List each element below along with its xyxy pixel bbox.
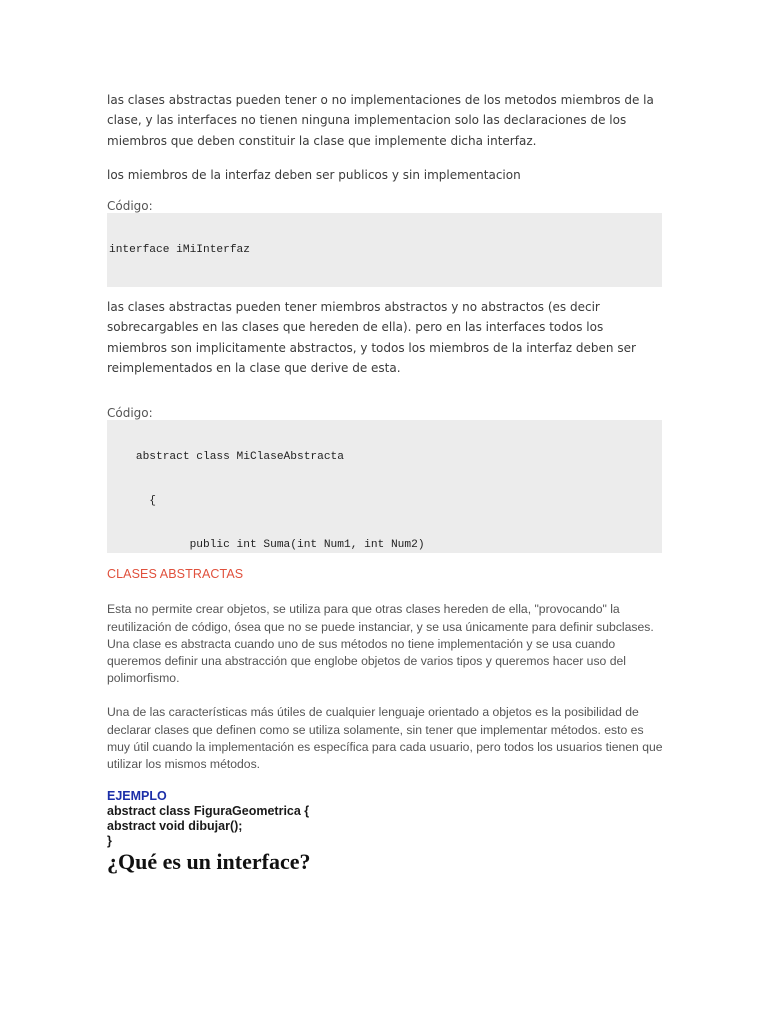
clases-paragraph-2: Una clase es abstracta cuando uno de sus métodos no tiene implementación y se usa cuando queremos definir una abstracción que englobe objetos de varios tipos y queremos hacer uso del polimorfismo. [107, 636, 626, 686]
code-line: abstract class MiClaseAbstracta [109, 450, 344, 463]
code-block-abstract-class [107, 420, 662, 553]
code-label-1: Código: [107, 199, 153, 214]
code-line: interface iMiInterfaz [109, 243, 250, 256]
clases-paragraph-1: Esta no permite crear objetos, se utiliza para que otras clases hereden de ella, "provocando" la reutilización de código, ósea que no se puede instanciar, y se usa únicamente para definir subclases. [107, 602, 654, 634]
interface-heading: ¿Qué es un interface? [107, 849, 311, 875]
clases-paragraph-3: Una de las características más útiles de cualquier lenguaje orientado a objetos es la posibilidad de declarar clases que definen como se utiliza solamente, sin tener que implementar métodos. esto es muy útil cuando la implementación es específica para cada usuario, pero todos los usuarios tienen que utilizar los mismos métodos. [107, 705, 663, 771]
ejemplo-code-line: abstract void dibujar(); [107, 819, 243, 834]
intro-paragraph-2: los miembros de la interfaz deben ser publicos y sin implementacion [107, 167, 521, 182]
code-block-interface [107, 213, 662, 287]
clases-abstractas-heading: CLASES ABSTRACTAS [107, 567, 244, 582]
middle-paragraph: las clases abstractas pueden tener miembros abstractos y no abstractos (es decir sobrecargables en las clases que hereden de ella). pero en las interfaces todos los miembros son implicitamente abstractos, y todos los miembros de la interfaz deben ser reimplementados en la clase que derive de esta. [107, 300, 636, 376]
code-line: { [109, 494, 156, 507]
ejemplo-code-line: abstract class FiguraGeometrica { [107, 804, 310, 819]
document-page [107, 90, 667, 875]
code-label-2: Código: [107, 406, 153, 421]
code-line: public int Suma(int Num1, int Num2) [109, 539, 425, 551]
ejemplo-title: EJEMPLO [107, 789, 167, 804]
ejemplo-code-line: } [107, 834, 112, 849]
intro-paragraph-1: las clases abstractas pueden tener o no implementaciones de los metodos miembros de la clase, y las interfaces no tienen ninguna implementacion solo las declaraciones de los miembros que deben constituir la clase que implemente dicha interfaz. [107, 93, 654, 148]
